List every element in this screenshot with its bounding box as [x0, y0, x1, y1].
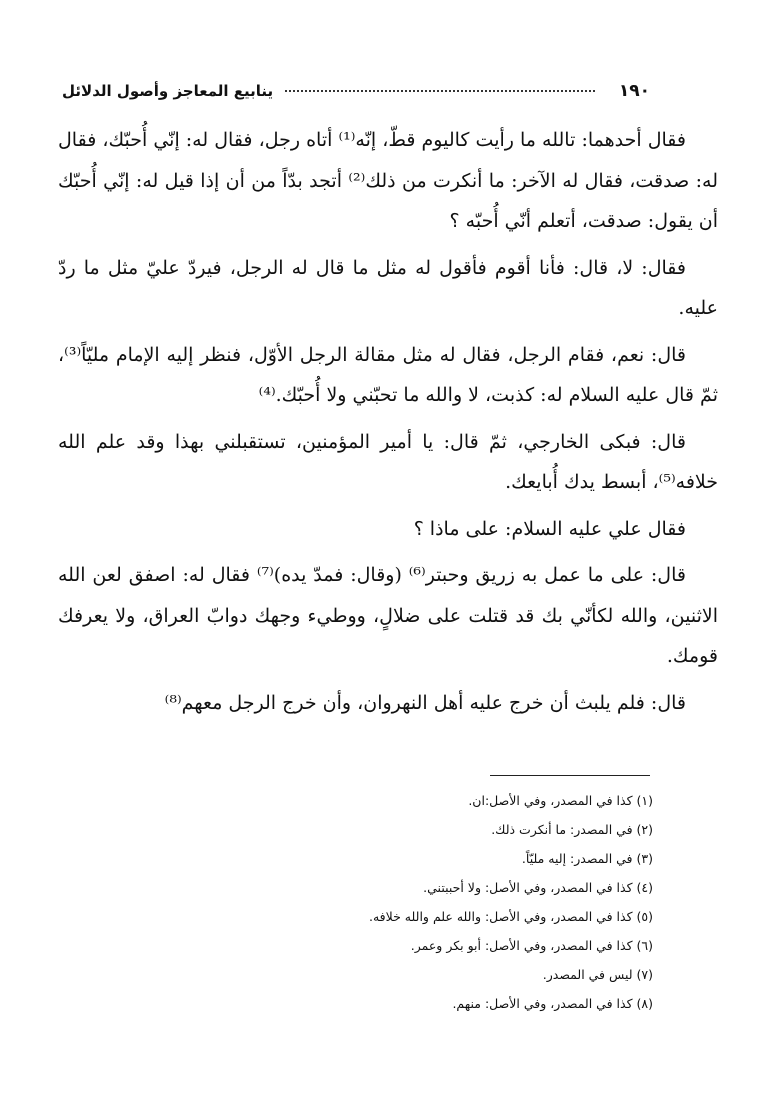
main-text: [58, 120, 718, 729]
paragraph: فقال: لا، قال: فأنا أقوم فأقول له مثل ما قال له الرجل، فيردّ عليّ مثل ما ردّ عليه.: [58, 256, 718, 319]
running-header: [62, 78, 650, 104]
paragraph: فقال علي عليه السلام: على ماذا ؟: [413, 517, 686, 540]
footnote: (١) كذا في المصدر، وفي الأصل:ان.: [468, 793, 653, 808]
book-title: ينابيع المعاجز وأصول الدلائل: [62, 82, 274, 100]
page-number: ١٩٠: [618, 81, 650, 101]
paragraph: قال: فبكى الخارجي، ثمّ قال: يا أمير المؤمنين، تستقبلني بهذا وقد علم الله خلافه⁽⁵⁾، أبسط يدك أُبايعك.: [58, 430, 718, 493]
footnote: (٨) كذا في المصدر، وفي الأصل: منهم.: [452, 996, 653, 1011]
paragraph: فقال أحدهما: تالله ما رأيت كاليوم قطّ، إنّه⁽¹⁾ أتاه رجل، فقال له: إنّي أُحبّك، فقال له: صدقت، فقال له الآخر: ما أنكرت من ذلك⁽²⁾ أتجد بدّاً من أن إذا قيل له: إنّي أُحبّك أن يقول: صدقت، أتعلم أنّي أُحبّه ؟: [58, 129, 719, 232]
header-leader-dots: [285, 90, 595, 92]
footnote: (٧) ليس في المصدر.: [542, 967, 653, 982]
footnote-separator: [490, 775, 650, 776]
footnote: (٥) كذا في المصدر، وفي الأصل: والله علم والله خلافه.: [369, 909, 653, 924]
footnote: (٦) كذا في المصدر، وفي الأصل: أبو بكر وعمر.: [410, 938, 653, 953]
paragraph: قال: نعم، فقام الرجل، فقال له مثل مقالة الرجل الأوّل، فنظر إليه الإمام مليّاً⁽³⁾، ثمّ قال عليه السلام له: كذبت، لا والله ما تحبّني ولا أُحبّك.⁽⁴⁾: [58, 343, 718, 406]
footnote: (٣) في المصدر: إليه مليّاً.: [521, 851, 653, 866]
footnotes: [200, 786, 653, 1018]
paragraph: قال: على ما عمل به زريق وحبتر⁽⁶⁾ (وقال: فمدّ يده)⁽⁷⁾ فقال له: اصفق لعن الله الاثنين، والله لكأنّي بك قد قتلت على ضلالٍ، ووطيء وجهك دوابّ العراق، ولا يعرفك قومك.: [58, 564, 718, 667]
footnote: (٤) كذا في المصدر، وفي الأصل: ولا أحببتني.: [423, 880, 653, 895]
paragraph: قال: فلم يلبث أن خرج عليه أهل النهروان، وأن خرج الرجل معهم⁽⁸⁾: [164, 691, 686, 714]
footnote: (٢) في المصدر: ما أنكرت ذلك.: [491, 822, 653, 837]
